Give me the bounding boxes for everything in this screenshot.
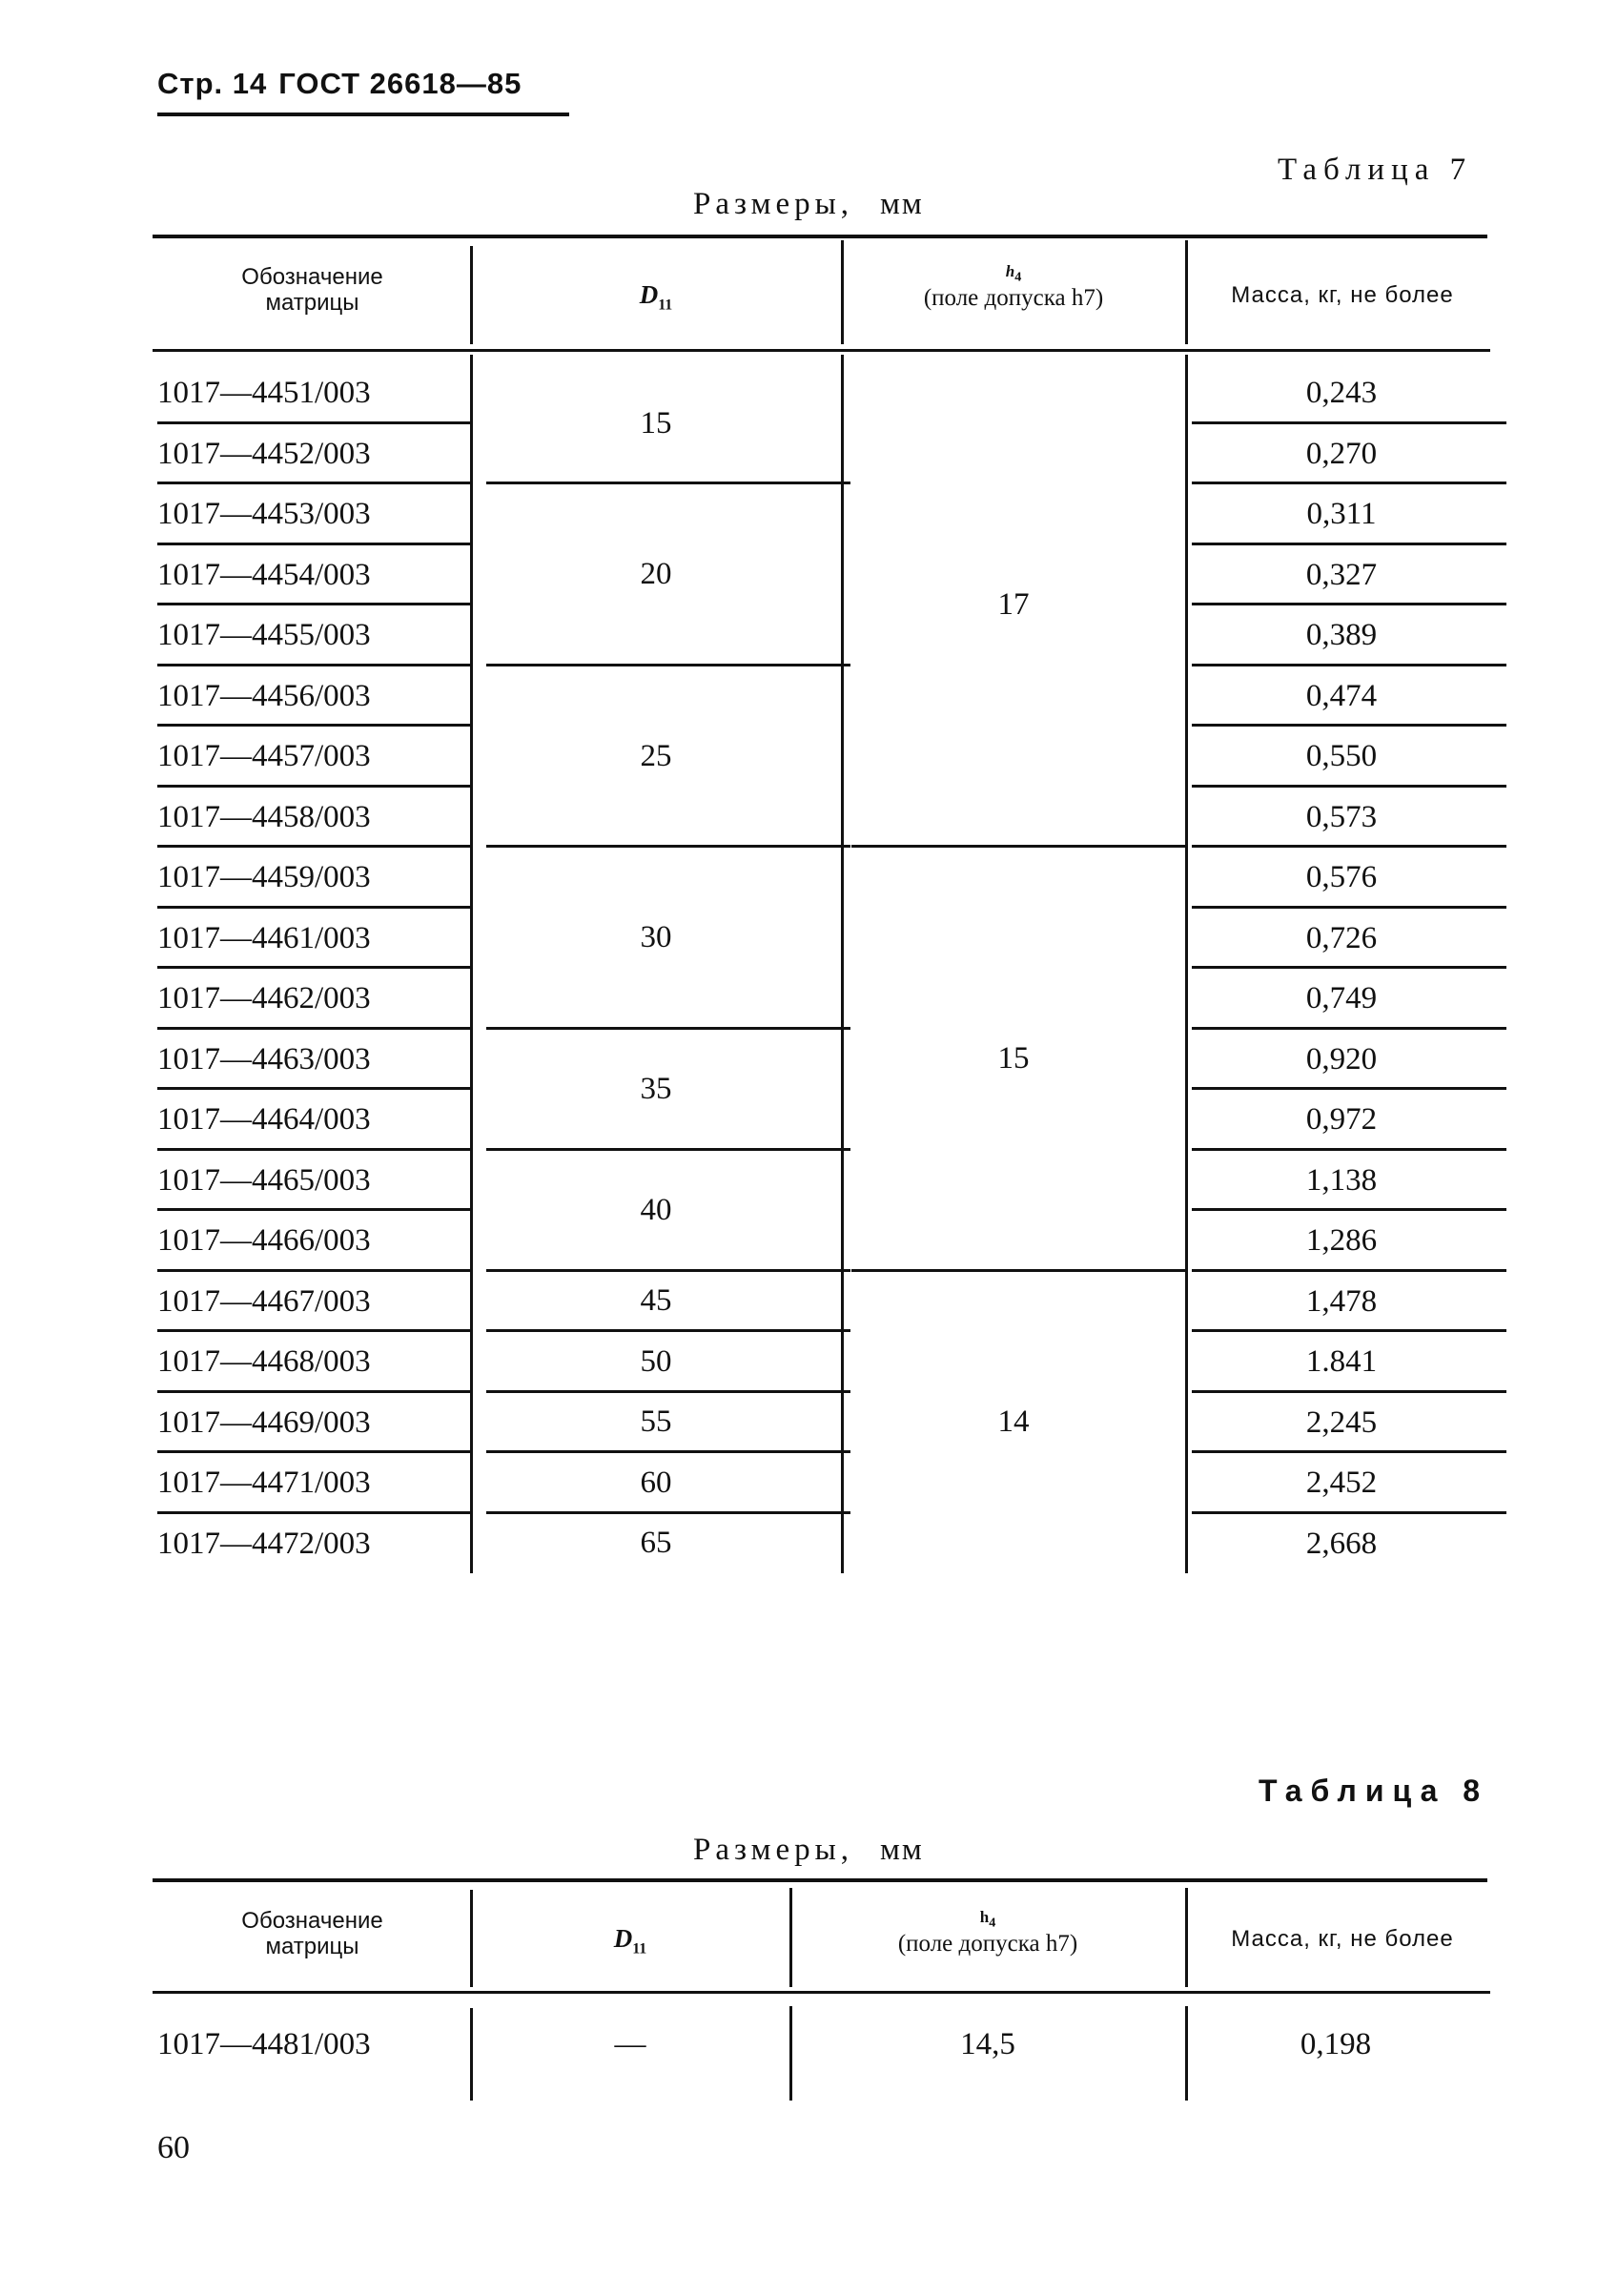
table7-row-rule-mass <box>1192 785 1506 788</box>
table7-header-rule <box>153 349 1490 352</box>
table7-d11-value: 60 <box>640 1465 672 1500</box>
table7-designation: 1017—4452/003 <box>157 436 371 471</box>
table7-designation: 1017—4455/003 <box>157 618 371 652</box>
table7-designation: 1017—4465/003 <box>157 1162 371 1198</box>
table7-row-rule-designation <box>157 1511 470 1514</box>
table7-designation: 1017—4467/003 <box>157 1283 371 1319</box>
table7-row-rule-designation <box>157 1450 470 1453</box>
table8-hdr-sep-3 <box>1185 1888 1188 1987</box>
table8-h4: 14,5 <box>960 2027 1015 2061</box>
table7-row-rule-mass <box>1192 1148 1506 1151</box>
table7-h4-value: 14 <box>997 1404 1030 1440</box>
table7-mass: 2,245 <box>1305 1404 1378 1440</box>
table7-header-h4 <box>844 263 1183 311</box>
table7-header-mass: Масса, кг, не более <box>1231 282 1454 308</box>
table7-row-rule-mass <box>1192 664 1506 666</box>
table8-header-d11-sub: 11 <box>632 1940 647 1958</box>
table7-mass: 0,576 <box>1305 860 1378 894</box>
table7-row-rule-designation <box>157 603 470 605</box>
page-number: 60 <box>157 2130 190 2165</box>
table7-h4-group-rule <box>851 1269 1185 1272</box>
table7-row-rule-mass <box>1192 603 1506 605</box>
table7-designation: 1017—4468/003 <box>157 1344 371 1379</box>
table8-header-mass: Масса, кг, не более <box>1231 1926 1454 1952</box>
table7-h4-value: 15 <box>997 1041 1030 1076</box>
table7-row-rule-designation <box>157 1269 470 1272</box>
table7-top-rule <box>153 235 1487 238</box>
header-rule <box>157 113 569 116</box>
table7-row-rule-mass <box>1192 482 1506 484</box>
table7-row-rule-designation <box>157 966 470 969</box>
table8-header-designation-line2: матрицы <box>265 1934 359 1959</box>
table7-header-designation-line2: матрицы <box>265 290 359 316</box>
table7-d11-group-rule <box>486 1329 850 1332</box>
table7-designation: 1017—4453/003 <box>157 497 371 531</box>
table7-row-rule-designation <box>157 664 470 666</box>
table7-hdr-sep-3 <box>1185 240 1188 344</box>
table7-d11-value: 45 <box>640 1283 672 1319</box>
table7-header-d11-main: D <box>639 280 659 309</box>
table7-row-rule-designation <box>157 1148 470 1151</box>
table7-designation: 1017—4454/003 <box>157 557 371 592</box>
table7-d11-group-rule <box>486 664 850 666</box>
table7-row-rule-mass <box>1192 1511 1506 1514</box>
table7-row-rule-mass <box>1192 543 1506 545</box>
table7-header-h4-sub: 4 <box>1014 269 1022 285</box>
table7-d11-group-rule <box>486 1027 850 1030</box>
table7-row-rule-mass <box>1192 724 1506 727</box>
table8-header-h4-symbol <box>792 1909 1183 1931</box>
table7-designation: 1017—4469/003 <box>157 1404 371 1440</box>
table7-mass: 0,920 <box>1305 1041 1378 1076</box>
running-head <box>157 67 522 101</box>
table7-designation: 1017—4457/003 <box>157 739 371 773</box>
table7-d11-value: 20 <box>640 557 672 592</box>
table8-header-h4 <box>792 1909 1183 1957</box>
table7-row-rule-designation <box>157 1087 470 1090</box>
table7-row-rule-mass <box>1192 845 1506 848</box>
table7-mass: 0,726 <box>1305 920 1378 955</box>
table7-d11-value: 40 <box>640 1193 672 1227</box>
standard-number: ГОСТ 26618—85 <box>278 67 522 100</box>
table7-mass: 0,327 <box>1305 557 1378 592</box>
table7-mass: 0,311 <box>1306 497 1377 531</box>
table8-header-h4-note: (поле допуска h7) <box>897 1931 1078 1958</box>
table7-row-rule-mass <box>1192 906 1506 909</box>
table7-header-h4-main: h <box>1005 262 1015 280</box>
table7-header-designation <box>157 264 467 316</box>
table7-header-d11-sub: 11 <box>658 297 673 314</box>
table7-d11-value: 55 <box>640 1404 672 1440</box>
table7-d11-group-rule <box>486 1511 850 1514</box>
table7-mass: 2,668 <box>1305 1526 1378 1561</box>
table8-label: Таблица 8 <box>1259 1773 1489 1808</box>
table7-mass: 2,452 <box>1305 1466 1378 1500</box>
table7-mass: 0,474 <box>1305 678 1378 713</box>
table7-mass: 0,749 <box>1305 981 1378 1015</box>
table7-d11-group-rule <box>486 1450 850 1453</box>
table7-d11-value: 65 <box>640 1526 672 1561</box>
table8-header-h4-main: h <box>979 1908 990 1926</box>
table8-header-rule <box>153 1991 1490 1994</box>
table7-units <box>693 187 924 222</box>
table8-units <box>693 1833 924 1868</box>
table8-top-rule <box>153 1878 1487 1882</box>
table7-row-rule-designation <box>157 724 470 727</box>
table7-row-rule-designation <box>157 1208 470 1211</box>
table7-row-rule-designation <box>157 1390 470 1393</box>
table7-designation: 1017—4463/003 <box>157 1041 371 1076</box>
table8-mass: 0,198 <box>1300 2027 1372 2061</box>
table7-row-rule-mass <box>1192 1087 1506 1090</box>
table7-designation: 1017—4462/003 <box>157 981 371 1015</box>
table7-mass: 0,270 <box>1305 436 1378 471</box>
table7-d11-value: 30 <box>640 920 672 955</box>
table7-d11-value: 25 <box>640 738 672 773</box>
table7-d11-value: 50 <box>640 1343 672 1379</box>
table7-d11-group-rule <box>486 1390 850 1393</box>
table7-mass: 1.841 <box>1305 1344 1378 1379</box>
table7-mass: 1,286 <box>1305 1223 1378 1258</box>
table8-header-h4-sub: 4 <box>989 1915 996 1931</box>
table8-designation: 1017—4481/003 <box>157 2027 371 2061</box>
table7-units-word: Размеры, <box>693 187 854 221</box>
table7-row-rule-mass <box>1192 1450 1506 1453</box>
table7-row-rule-designation <box>157 482 470 484</box>
table7-header-d11 <box>473 282 839 318</box>
table7-designation: 1017—4456/003 <box>157 678 371 713</box>
table7-header-h4-symbol <box>844 263 1183 285</box>
table7-h4-value: 17 <box>997 587 1030 622</box>
table7-row-rule-mass <box>1192 1269 1506 1272</box>
table7-d11-group-rule <box>486 1148 850 1151</box>
table7-body-sep-1 <box>470 355 473 1573</box>
table7-designation: 1017—4472/003 <box>157 1526 371 1561</box>
table7-d11-group-rule <box>486 482 850 484</box>
table8-units-word: Размеры, <box>693 1833 854 1867</box>
table7-row-rule-designation <box>157 845 470 848</box>
table7-designation: 1017—4451/003 <box>157 376 371 410</box>
table7-mass: 1,478 <box>1305 1283 1378 1319</box>
table7-row-rule-designation <box>157 421 470 424</box>
table7-mass: 0,550 <box>1305 739 1378 773</box>
table7-row-rule-designation <box>157 1329 470 1332</box>
table7-designation: 1017—4459/003 <box>157 860 371 894</box>
table8-header-designation-line1: Обозначение <box>241 1908 383 1934</box>
page-label: Стр. 14 <box>157 67 268 100</box>
table7-mass: 1,138 <box>1305 1162 1378 1198</box>
table7-label: Таблица 7 <box>1278 153 1473 187</box>
table8-header-designation <box>157 1908 467 1959</box>
table7-row-rule-mass <box>1192 1208 1506 1211</box>
table8-header-d11 <box>473 1926 788 1961</box>
table7-mass: 0,972 <box>1305 1102 1378 1137</box>
table7-row-rule-mass <box>1192 966 1506 969</box>
table7-mass: 0,243 <box>1305 376 1378 410</box>
table7-row-rule-mass <box>1192 1329 1506 1332</box>
table7-header-h4-note: (поле допуска h7) <box>923 285 1104 312</box>
table7-header-designation-line1: Обозначение <box>241 264 383 290</box>
table7-row-rule-mass <box>1192 421 1506 424</box>
table7-mass: 0,389 <box>1305 618 1378 652</box>
table7-d11-value: 15 <box>640 405 672 441</box>
table7-designation: 1017—4466/003 <box>157 1223 371 1258</box>
table8-units-mm: мм <box>880 1833 924 1867</box>
table7-designation: 1017—4464/003 <box>157 1102 371 1137</box>
table8-d11: — <box>614 2027 646 2061</box>
table7-h4-group-rule <box>851 845 1185 848</box>
table7-mass: 0,573 <box>1305 799 1378 834</box>
table7-designation: 1017—4471/003 <box>157 1466 371 1500</box>
table7-row-rule-designation <box>157 1027 470 1030</box>
table8-header-d11-main: D <box>613 1924 633 1953</box>
table7-row-rule-mass <box>1192 1027 1506 1030</box>
table7-row-rule-mass <box>1192 1390 1506 1393</box>
table7-row-rule-designation <box>157 906 470 909</box>
table7-designation: 1017—4458/003 <box>157 799 371 834</box>
table7-designation: 1017—4461/003 <box>157 920 371 955</box>
table7-row-rule-designation <box>157 543 470 545</box>
table7-d11-group-rule <box>486 1269 850 1272</box>
table7-body-sep-3 <box>1185 355 1188 1573</box>
table7-row-rule-designation <box>157 785 470 788</box>
table7-d11-group-rule <box>486 845 850 848</box>
table7-d11-value: 35 <box>640 1072 672 1106</box>
table7-units-mm: мм <box>880 187 924 221</box>
